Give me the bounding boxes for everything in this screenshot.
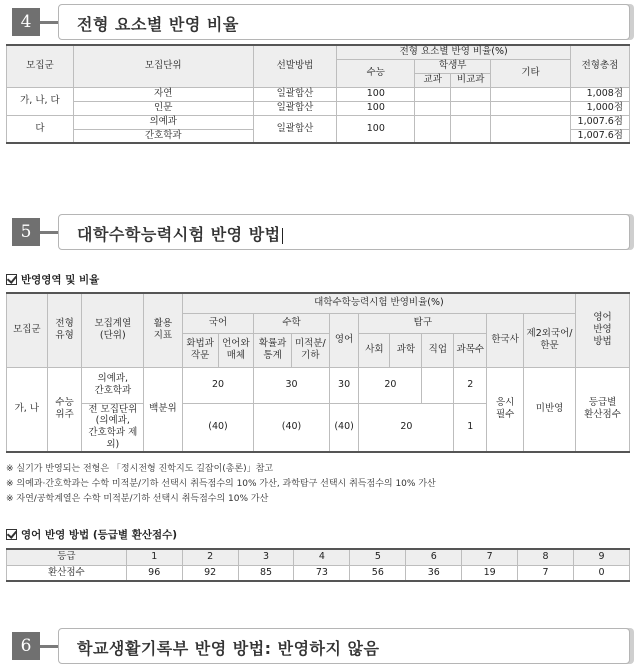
notes bbox=[6, 462, 436, 507]
col-header-english-method: 영어 반영 방법 bbox=[576, 293, 630, 367]
col-header-m2: 미적분/ 기하 bbox=[291, 333, 329, 367]
col-header-explore: 탐구 bbox=[359, 313, 487, 333]
col-header-other: 기타 bbox=[491, 59, 571, 87]
english-conversion-table bbox=[6, 548, 630, 582]
table-row: 다 의예과 일괄합산 100 1,007.6점 bbox=[7, 115, 630, 129]
col-header-suneung: 수능 bbox=[337, 59, 415, 87]
table-row: 가, 나, 다 자연 일괄합산 100 1,008점 bbox=[7, 87, 630, 101]
col-header-unit: 모집단위 bbox=[73, 45, 253, 87]
col-header-subject: 교과 bbox=[415, 73, 451, 87]
table-row: 가, 나 수능 위주 의예과, 간호학과 백분위 20 30 30 20 2 응시 필수 미반영 등급별 환산점수 bbox=[7, 367, 630, 403]
col-header-ratio: 전형 요소별 반영 비율(%) bbox=[337, 45, 571, 59]
suneung-ratio-table bbox=[6, 292, 630, 453]
col-header-group: 모집군 bbox=[7, 45, 74, 87]
col-header-english: 영어 bbox=[329, 313, 359, 367]
checkbox-icon bbox=[6, 274, 17, 285]
section-title: 전형 요소별 반영 비율 bbox=[77, 15, 239, 34]
subheading-english: 영어 반영 방법 (등급별 환산점수) bbox=[6, 527, 177, 542]
col-header-method: 선발방법 bbox=[253, 45, 337, 87]
section-title: 학교생활기록부 반영 방법: 반영하지 않음 bbox=[77, 639, 380, 658]
col-header-e2: 과학 bbox=[390, 333, 422, 367]
col-header-e3: 직업 bbox=[422, 333, 454, 367]
section-number-badge: 5 bbox=[12, 218, 40, 246]
section-number-badge: 6 bbox=[12, 632, 40, 660]
score-row: 환산점수 96 92 85 73 56 36 19 7 0 bbox=[7, 565, 630, 581]
note-line: ※ 실기가 반영되는 전형은 「정시전형 진학지도 길잡이(총론)」참고 bbox=[6, 464, 274, 474]
section6-header bbox=[6, 628, 630, 664]
section-title: 대학수학능력시험 반영 방법 bbox=[77, 225, 281, 244]
checkbox-icon bbox=[6, 529, 17, 540]
col-header-second-language: 제2외국어/ 한문 bbox=[523, 313, 575, 367]
col-header-field: 모집계열 (단위) bbox=[82, 293, 144, 367]
col-header-total: 전형총점 bbox=[570, 45, 629, 87]
col-header-index: 활용 지표 bbox=[144, 293, 183, 367]
section-number-badge: 4 bbox=[12, 8, 40, 36]
table-row: 인문 일괄합산 100 1,000점 bbox=[7, 101, 630, 115]
col-header-k1: 화법과 작문 bbox=[182, 333, 218, 367]
col-header-top: 대학수학능력시험 반영비율(%) bbox=[182, 293, 575, 313]
grade-row: 등급 1 2 3 4 5 6 7 8 9 bbox=[7, 549, 630, 565]
col-header-history: 한국사 bbox=[487, 313, 524, 367]
col-header-m1: 확률과 통계 bbox=[254, 333, 292, 367]
admission-ratio-table bbox=[6, 44, 630, 144]
text-cursor bbox=[282, 228, 283, 244]
col-header-korean: 국어 bbox=[182, 313, 254, 333]
col-header-group: 모집군 bbox=[7, 293, 48, 367]
table-row: 간호학과 1,007.6점 bbox=[7, 129, 630, 143]
section5-header bbox=[6, 214, 630, 250]
col-header-math: 수학 bbox=[254, 313, 330, 333]
note-line: ※ 자연/공학계열은 수학 미적분/기하 선택시 취득점수의 10% 가산 bbox=[6, 494, 269, 504]
table-row: 전 모집단위 (의예과, 간호학과 제외) (40) (40) (40) 20 1 bbox=[7, 403, 630, 452]
col-header-e1: 사회 bbox=[359, 333, 390, 367]
col-header-k2: 언어와 매체 bbox=[218, 333, 254, 367]
col-header-nonsubject: 비교과 bbox=[451, 73, 491, 87]
note-line: ※ 의예과·간호학과는 수학 미적분/기하 선택시 취득점수의 10% 가산, 과학탐구 선택시 취득점수의 10% 가산 bbox=[6, 479, 436, 489]
col-header-school: 학생부 bbox=[415, 59, 491, 73]
col-header-e4: 과목수 bbox=[454, 333, 487, 367]
subheading-ratio: 반영영역 및 비율 bbox=[6, 272, 99, 287]
section4-header bbox=[6, 4, 630, 40]
col-header-type: 전형 유형 bbox=[47, 293, 82, 367]
